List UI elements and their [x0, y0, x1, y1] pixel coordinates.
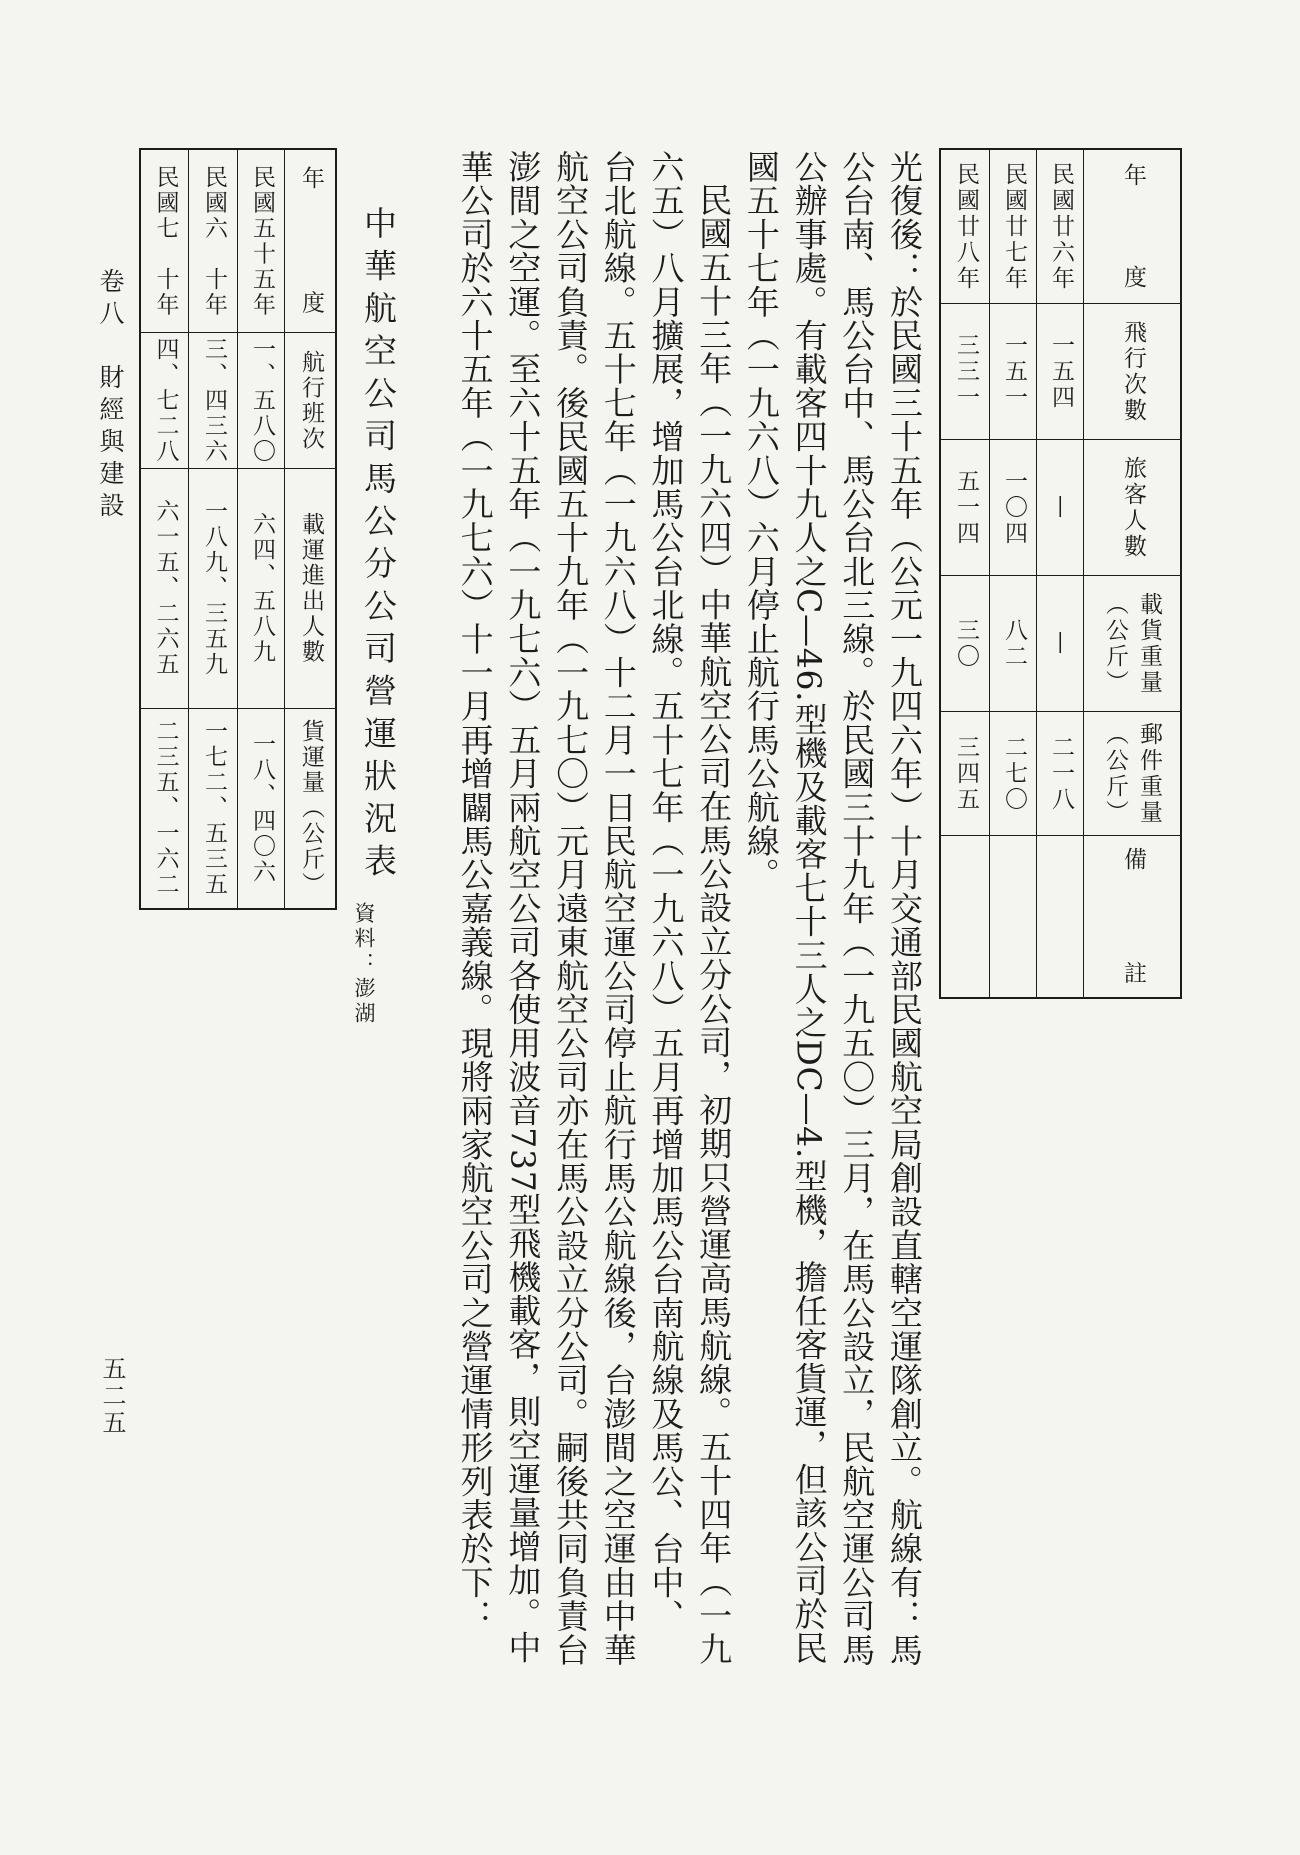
- table-row: [238, 150, 285, 908]
- text-column: 華公司於六十五年（一九七六）十一月再增闢馬公嘉義線。現將兩家航空公司之營運情形列表於下：: [455, 150, 495, 1633]
- text-column: 公辦事處。有載客四十九人之C—46.型機及載客七十三人之DC—4.型機，擔任客貨運，但該公司於民: [789, 150, 829, 1665]
- freight-volume-cell: [238, 708, 284, 908]
- year-value: 民國廿八年: [952, 161, 979, 292]
- text-column: 六五）八月擴展，增加馬公台北線。五十七年（一九六八）五月再增加馬公台南航線及馬公、台中、: [646, 150, 686, 1633]
- flight-trips-cell: [189, 332, 237, 468]
- cargo-weight-cell: [990, 575, 1036, 711]
- text-column: 航空公司負責。後民國五十九年（一九七〇）元月遠東航空公司亦在馬公設立分公司。嗣後共同負責台: [551, 150, 591, 1667]
- flight-count-cell: [990, 303, 1036, 439]
- freight-volume-value: 一八、四〇六: [248, 732, 275, 885]
- year-cell: [941, 150, 989, 303]
- header-cargo-text: 載貨重量: [1136, 591, 1162, 696]
- text-column: 光復後：於民國三十五年（公元一九四六年）十月交通部民國航空局創設直轄空運隊創立。航線有：馬: [885, 150, 924, 1667]
- table-row: [1037, 150, 1084, 997]
- page-number: 五二五: [98, 1356, 126, 1437]
- year-cell: [238, 150, 284, 332]
- header-passengers-cell: [1084, 439, 1180, 575]
- mail-weight-value: 二一八: [1047, 734, 1074, 813]
- cargo-weight-value: 三〇: [952, 617, 979, 670]
- passenger-count-cell: [990, 439, 1036, 575]
- mail-weight-cell: [990, 711, 1036, 835]
- freight-volume-value: 二三五、一六二: [152, 719, 179, 898]
- passengers-carried-cell: [141, 468, 188, 708]
- table-row: [990, 150, 1037, 997]
- passengers-carried-cell: [238, 468, 284, 708]
- header-cargo-label: [1098, 592, 1166, 696]
- text-column: 民國五十三年（一九六四）中華航空公司在馬公設立分公司，初期只營運高馬航線。五十四年（一九: [694, 183, 734, 1666]
- passenger-count-cell: [1037, 439, 1083, 575]
- passenger-count-value: 五一四: [952, 468, 979, 547]
- flight-count-value: 一五一: [1000, 332, 1027, 411]
- year-value: 民國五十五年: [248, 164, 275, 318]
- year-cell: [990, 150, 1036, 303]
- freight-volume-value: 一七二、五三五: [200, 719, 227, 898]
- remarks-cell: [941, 835, 989, 997]
- table-source-note: 資料：澎湖: [352, 902, 376, 1027]
- header-year-cell: [285, 150, 335, 332]
- header-mail-text: 郵件重量: [1136, 721, 1162, 826]
- freight-volume-cell: [189, 708, 237, 908]
- header-remarks-label: 備 註: [1119, 846, 1146, 987]
- passenger-count-value: —: [1047, 494, 1074, 521]
- flight-trips-value: 一、五八〇: [248, 336, 275, 465]
- passenger-count-cell: [941, 439, 989, 575]
- mail-weight-value: 二七〇: [1000, 734, 1027, 813]
- header-flights-cell: [1084, 303, 1180, 439]
- header-trips-label: 航行班次: [297, 349, 324, 452]
- text-column: 國五十七年（一九六八）六月停止航行馬公航線。: [741, 150, 781, 892]
- passengers-carried-value: 一八九、三五九: [200, 499, 227, 678]
- flight-count-value: 一五四: [1047, 332, 1074, 411]
- year-cell: [141, 150, 188, 332]
- header-remarks-cell: [1084, 835, 1180, 997]
- year-value: 民國六 十年: [200, 164, 227, 318]
- cargo-weight-value: 八二: [1000, 617, 1027, 670]
- mail-weight-cell: [941, 711, 989, 835]
- table-title: 中華航空公司馬公分公司營運狀況表: [359, 206, 398, 886]
- passenger-count-value: 一〇四: [1000, 468, 1027, 547]
- cal-branch-operations-table: [139, 148, 337, 910]
- flight-trips-cell: [141, 332, 188, 468]
- flight-count-cell: [1037, 303, 1083, 439]
- header-mail-label: [1098, 722, 1166, 826]
- year-cell: [189, 150, 237, 332]
- text-column: 台北航線。五十七年（一九六八）十二月一日民航空運公司停止航行馬公航線後，台澎間之空運由中華: [598, 150, 638, 1667]
- cargo-weight-cell: [1037, 575, 1083, 711]
- freight-volume-cell: [141, 708, 188, 908]
- table-header-column: [285, 150, 335, 908]
- year-value: 民國廿六年: [1047, 161, 1074, 292]
- header-mail-unit: （公斤）: [1102, 721, 1128, 826]
- cargo-weight-cell: [941, 575, 989, 711]
- header-flights-label: 飛行次數: [1119, 319, 1146, 424]
- header-freight-label: 貨運量（公斤）: [297, 719, 324, 898]
- passengers-carried-cell: [189, 468, 237, 708]
- flight-count-value: 三三一: [952, 332, 979, 411]
- passengers-carried-value: 六四、五八九: [248, 512, 275, 665]
- cargo-weight-value: —: [1047, 630, 1074, 657]
- header-cargo-unit: （公斤）: [1102, 591, 1128, 696]
- flight-statistics-table: [939, 148, 1182, 999]
- header-cargo-cell: [1084, 575, 1180, 711]
- table-row: [941, 150, 990, 997]
- flight-trips-value: 四、七二八: [152, 336, 179, 465]
- header-year-label: 年 度: [1119, 162, 1146, 291]
- text-column: 公台南、馬公台中、馬公台北三線。於民國三十九年（一九五〇）三月，在馬公設立，民航空運公司馬: [837, 150, 877, 1667]
- header-passengers-cell: [285, 468, 335, 708]
- header-passengers-label: 旅客人數: [1119, 455, 1146, 560]
- year-value: 民國七 十年: [152, 164, 179, 318]
- remarks-cell: [1037, 835, 1083, 997]
- running-head: 卷八 財經與建設: [96, 268, 125, 524]
- remarks-cell: [990, 835, 1036, 997]
- mail-weight-value: 三四五: [952, 734, 979, 813]
- table-header-column: [1084, 150, 1180, 997]
- year-cell: [1037, 150, 1083, 303]
- year-value: 民國廿七年: [1000, 161, 1027, 292]
- header-trips-cell: [285, 332, 335, 468]
- header-passengers-label: 載運進出人數: [297, 512, 324, 665]
- table-row: [189, 150, 238, 908]
- text-column: 澎間之空運。至六十五年（一九七六）五月兩航空公司各使用波音737型飛機載客，則空運量增加。中: [503, 150, 543, 1665]
- table-row: [141, 150, 189, 908]
- flight-trips-cell: [238, 332, 284, 468]
- header-freight-cell: [285, 708, 335, 908]
- body-text: [451, 150, 928, 1670]
- flight-trips-value: 三、四三六: [200, 336, 227, 465]
- header-mail-cell: [1084, 711, 1180, 835]
- header-year-label: 年 度: [297, 166, 324, 316]
- header-year-cell: [1084, 150, 1180, 303]
- flight-count-cell: [941, 303, 989, 439]
- mail-weight-cell: [1037, 711, 1083, 835]
- passengers-carried-value: 六一五、二六五: [152, 499, 179, 678]
